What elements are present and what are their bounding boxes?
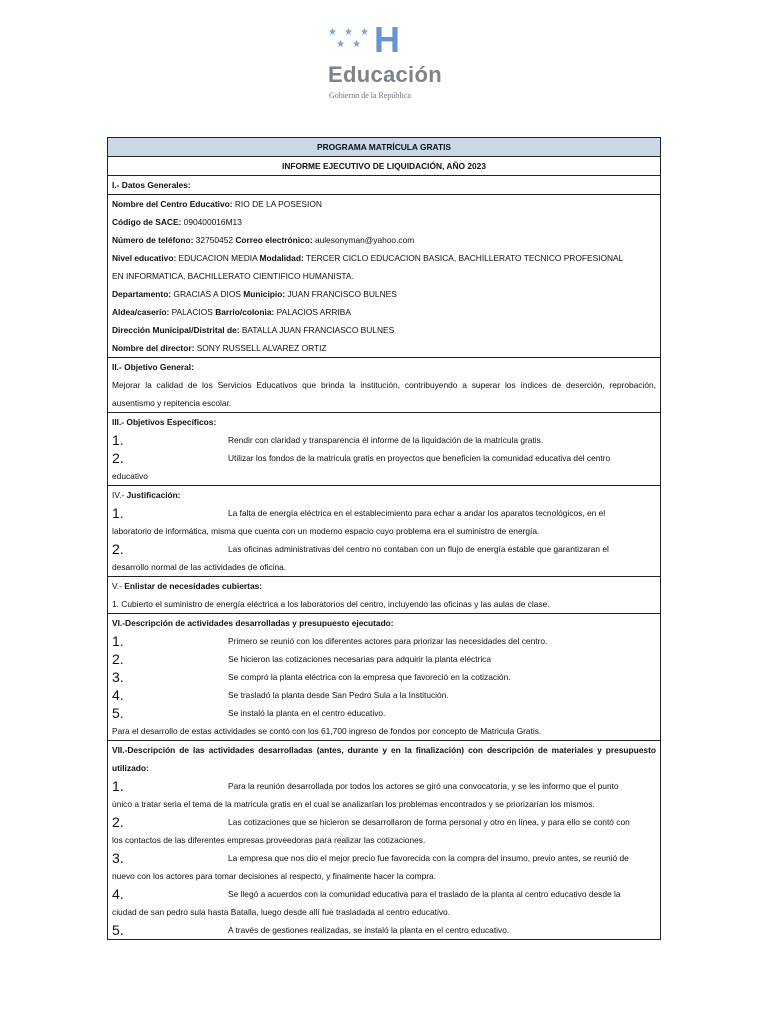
- list-item: [112, 849, 656, 867]
- list-item: [112, 668, 656, 686]
- field-value: RIO DE LA POSESION: [232, 199, 322, 209]
- item-text: Se hicieron las cotizaciones necesarias para adquirir la planta eléctrica: [228, 654, 492, 664]
- field-value: BATALLA JUAN FRANCIASCO BULNES: [239, 325, 395, 335]
- data-row: [112, 231, 656, 249]
- item-text-continued: laboratorio de informática, misma que cuenta con un moderno espacio cuyo problema era el suministro de energía.: [112, 526, 540, 536]
- data-row: [112, 321, 656, 339]
- program-title: PROGRAMA MATRÍCULA GRATIS: [108, 138, 661, 157]
- list-item: [112, 650, 656, 668]
- field-label: Nombre del director:: [112, 343, 195, 353]
- field-value: EDUCACION MEDIA: [176, 253, 260, 263]
- field-label: Departamento:: [112, 289, 172, 299]
- item-number: 4.: [112, 886, 124, 902]
- data-row: [112, 303, 656, 321]
- needs-text: 1. Cubierto el suministro de energía eléctrica a los laboratorios del centro, incluyendo las oficinas y las aulas de clase.: [112, 599, 550, 609]
- general-data: [108, 195, 661, 358]
- field-label: Correo electrónico:: [235, 235, 313, 245]
- section-heading: VII.-Descripción de las actividades desarrolladas (antes, durante y en la finalización) con descripción de materiales y presupuesto utilizado:: [112, 745, 656, 773]
- education-logo: ★ ★ ★ ★ ★ H Educación Gobierno de la República: [328, 19, 442, 100]
- list-item: [112, 449, 656, 467]
- data-row: [112, 213, 656, 231]
- field-value: JUAN FRANCISCO BULNES: [285, 289, 397, 299]
- field-label: Número de teléfono:: [112, 235, 194, 245]
- logo-mark: H: [374, 19, 400, 60]
- list-item: [112, 686, 656, 704]
- list-item: [112, 431, 656, 449]
- item-number: 5.: [112, 705, 124, 721]
- list-item: [112, 504, 656, 522]
- item-text: Se llegó a acuerdos con la comunidad educativa para el traslado de la planta al centro educativo desde la: [228, 889, 621, 899]
- general-objective-text: Mejorar la calidad de los Servicios Educativos que brinda la institución, contribuyendo a superar los índices de deserción, reprobación, ausentismo y repitencia escolar.: [112, 380, 656, 408]
- needs-covered: V.- Enlistar de necesidades cubiertas: 1. Cubierto el suministro de energía eléctrica a los laboratorios del centro, incluyendo las oficinas y las aulas de clase.: [108, 577, 661, 614]
- section-heading: Enlistar de necesidades cubiertas:: [121, 581, 263, 591]
- item-text: Las cotizaciones que se hicieron se desarrollaron de forma personal y otro en línea, y para ello se contó con: [228, 817, 630, 827]
- field-label: Dirección Municipal/Distrital de:: [112, 325, 240, 335]
- item-number: 5.: [112, 922, 124, 938]
- item-text: Primero se reunió con los diferentes actores para priorizar las necesidades del centro.: [228, 636, 548, 646]
- data-row: [112, 339, 656, 357]
- item-number: 3.: [112, 669, 124, 685]
- field-value: EN INFORMATICA, BACHILLERATO CIENTIFICO HUMANISTA.: [112, 271, 354, 281]
- item-text-continued: único a tratar seria el tema de la matricula gratis en el cual se analizarían los problemas encontrados y se priorizarían los mismos.: [112, 799, 595, 809]
- data-row: [112, 267, 656, 285]
- data-row: [112, 249, 656, 267]
- item-text: Utilizar los fondos de la matricula gratis en proyectos que beneficien la comunidad educativa del centro: [228, 453, 611, 463]
- item-text: Se trasladó la planta desde San Pedro Sula a la Institución.: [228, 690, 449, 700]
- item-number: 1.: [112, 778, 124, 794]
- list-item: [112, 813, 656, 831]
- field-value: TERCER CICLO EDUCACION BASICA, BACHILLERATO TECNICO PROFESIONAL: [303, 253, 624, 263]
- item-number: 1.: [112, 505, 124, 521]
- field-label: Código de SACE:: [112, 217, 182, 227]
- item-number: 3.: [112, 850, 124, 866]
- field-value: SONY RUSSELL ALVAREZ ORTIZ: [194, 343, 327, 353]
- section-heading: Justificación:: [124, 490, 181, 500]
- item-text: Rendir con claridad y transparencia él informe de la liquidación de la matricula gratis.: [228, 435, 544, 445]
- field-label: Municipio:: [243, 289, 286, 299]
- activities-description: [108, 741, 661, 940]
- field-value: GRACIAS A DIOS: [171, 289, 244, 299]
- item-text: La falta de energía eléctrica en el establecimiento para echar a andar los aparatos tecnológicos, en el: [228, 508, 606, 518]
- report-table: [107, 137, 661, 940]
- item-number: 2.: [112, 651, 124, 667]
- list-item: [112, 921, 656, 939]
- general-objective: [108, 358, 661, 413]
- item-number: 2.: [112, 541, 124, 557]
- field-label: Barrio/colonia:: [215, 307, 275, 317]
- item-text: A través de gestiones realizadas, se instaló la planta en el centro educativo.: [228, 925, 510, 935]
- section-heading: III.- Objetivos Específicos:: [112, 417, 217, 427]
- item-text: Las oficinas administrativas del centro no contaban con un flujo de energía estable que garantizaran el: [228, 544, 609, 554]
- item-text: Se compró la planta eléctrica con la empresa que favoreció en la cotización.: [228, 672, 511, 682]
- field-value: PALACIOS ARRIBA: [274, 307, 351, 317]
- item-text-continued: los contactos de las diferentes empresas proveedoras para realizar las cotizaciones.: [112, 835, 426, 845]
- field-value: PALACIOS: [169, 307, 216, 317]
- report-title: INFORME EJECUTIVO DE LIQUIDACIÓN, AÑO 2023: [108, 157, 661, 176]
- item-text-continued: desarrollo normal de las actividades de oficina.: [112, 562, 287, 572]
- field-value: 090400016M13: [181, 217, 242, 227]
- field-label: Nombre del Centro Educativo:: [112, 199, 233, 209]
- item-number: 2.: [112, 814, 124, 830]
- activities-budget: [108, 614, 661, 741]
- item-text: Para la reunión desarrollada por todos los actores se giró una convocatoria, y se les informo que el punto: [228, 781, 619, 791]
- item-text-continued: ciudad de san pedro sula hasta Batalla, luego desde allí fue trasladada al centro educativo.: [112, 907, 451, 917]
- logo-wordmark: Educación: [328, 62, 442, 87]
- field-label: Aldea/caserío:: [112, 307, 170, 317]
- data-row: [112, 195, 656, 213]
- specific-objectives: [108, 413, 661, 486]
- list-item: [112, 885, 656, 903]
- item-number: 1.: [112, 432, 124, 448]
- list-item: [112, 704, 656, 722]
- section-heading: VI.-Descripción de actividades desarrolladas y presupuesto ejecutado:: [112, 618, 394, 628]
- logo-subtitle: Gobierno de la República: [329, 91, 411, 100]
- section-heading: I.- Datos Generales:: [108, 176, 661, 195]
- item-number: 2.: [112, 450, 124, 466]
- item-text: La empresa que nos dio el mejor precio fue favorecida con la compra del insumo, previo antes, se reunió de: [228, 853, 629, 863]
- item-text-continued: nuevo con los actores para tomar decisiones al respecto, y finalmente hacer la compra.: [112, 871, 436, 881]
- item-number: 1.: [112, 633, 124, 649]
- field-label: Nivel educativo:: [112, 253, 177, 263]
- list-item: [112, 777, 656, 795]
- data-row: [112, 285, 656, 303]
- activities-footer: Para el desarrollo de estas actividades se contó con los 61,700 ingreso de fondos por concepto de Matricula Gratis.: [112, 726, 542, 736]
- list-item: [112, 540, 656, 558]
- section-heading: II.- Objetivo General:: [112, 362, 194, 372]
- field-value: aulesonyman@yahoo.com: [312, 235, 415, 245]
- item-text: Se instaló la planta en el centro educativo.: [228, 708, 386, 718]
- item-number: 4.: [112, 687, 124, 703]
- field-value: 32750452: [193, 235, 236, 245]
- justification: IV.- Justificación: 1. La falta de energía eléctrica en el establecimiento para echar a andar los aparatos tecnológicos, en el laboratorio de informática, misma que cuenta con un moderno espacio cuyo problema era el suministro de energía. 2. Las oficinas administrativas del centro no contaban con un flujo de energía estable que garantizaran el desarrollo normal de las actividades de oficina.: [108, 486, 661, 577]
- field-label: Modalidad:: [259, 253, 304, 263]
- list-item: [112, 632, 656, 650]
- item-text-continued: educativo: [112, 471, 148, 481]
